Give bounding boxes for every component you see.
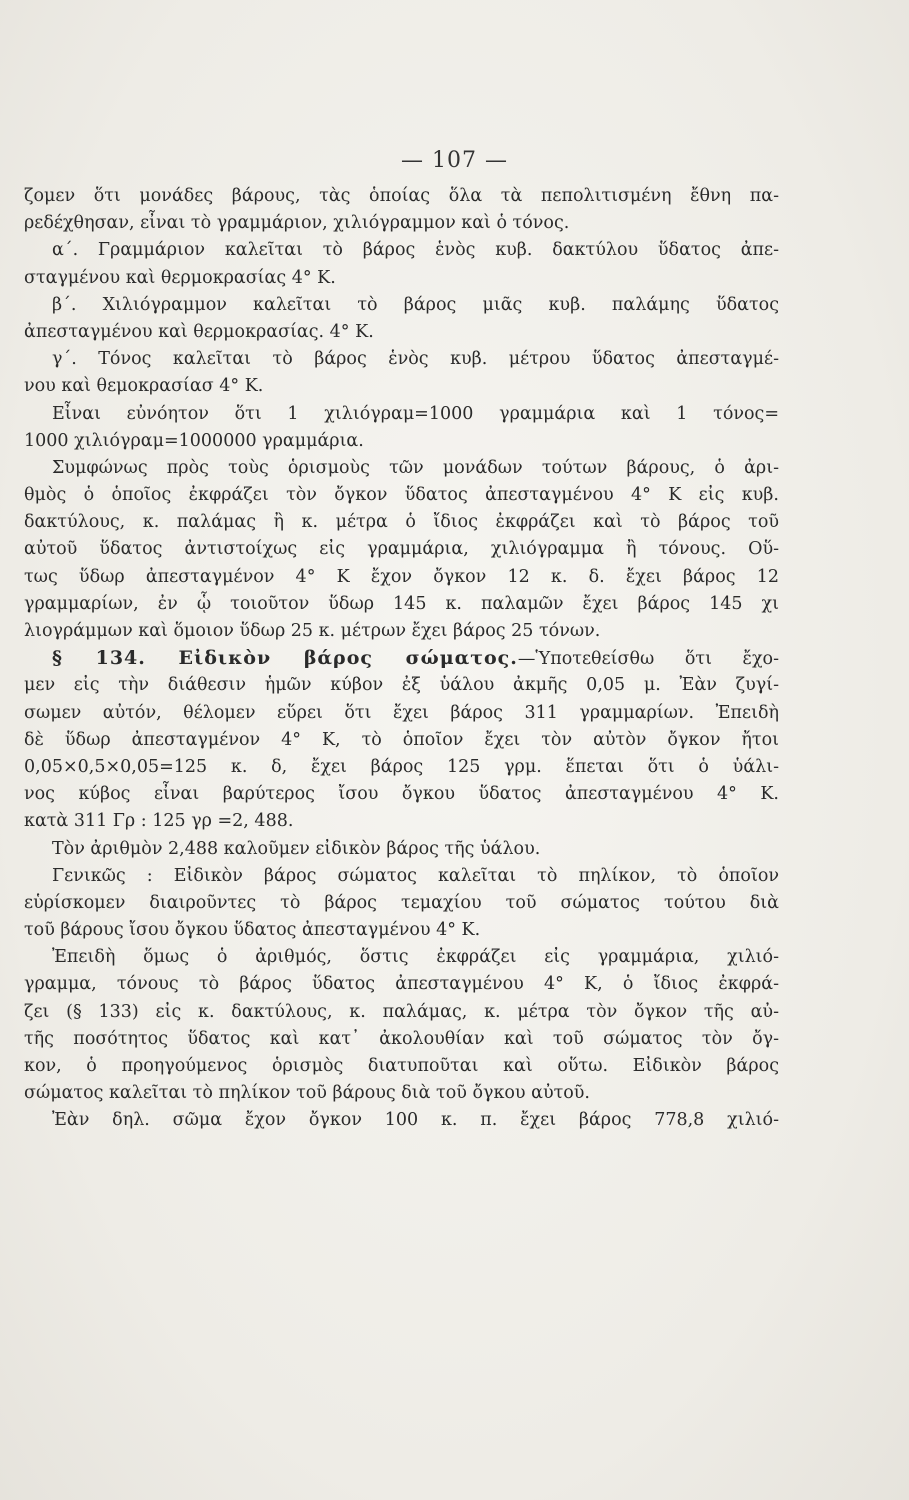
- text-line: εὑρίσκομεν διαιροῦντες τὸ βάρος τεμαχίου τοῦ σώματος τούτου διὰ: [24, 892, 779, 913]
- text-line: ζει (§ 133) εἰς κ. δακτύλους, κ. παλάμας, κ. μέτρα τὸν ὄγκον τῆς αὐ-: [24, 1001, 779, 1022]
- text-line: α΄. Γραμμάριον καλεῖται τὸ βάρος ἑνὸς κυβ. δακτύλου ὕδατος ἀπε-: [52, 240, 779, 261]
- text-line: ρεδέχθησαν, εἶναι τὸ γραμμάριον, χιλιόγραμμον καὶ ὁ τόνος.: [24, 213, 570, 234]
- text-line: γ΄. Τόνος καλεῖται τὸ βάρος ἑνὸς κυβ. μέτρου ὕδατος ἀπεσταγμέ-: [52, 349, 779, 370]
- page-number: — 107 —: [401, 148, 508, 173]
- text-line: τως ὕδωρ ἀπεσταγμένον 4° Κ ἔχον ὄγκον 12 κ. δ. ἔχει βάρος 12: [24, 566, 779, 587]
- text-line: 1000 χιλιόγραμ=1000000 γραμμάρια.: [24, 430, 364, 451]
- text-line: σωμεν αὐτόν, θέλομεν εὕρει ὅτι ἔχει βάρος 311 γραμμαρίων. Ἐπειδὴ: [24, 702, 779, 723]
- text-line: δὲ ὕδωρ ἀπεσταγμένον 4° Κ, τὸ ὁποῖον ἔχει τὸν αὐτὸν ὄγκον ἤτοι: [24, 729, 779, 750]
- text-line: θμὸς ὁ ὁποῖος ἐκφράζει τὸν ὄγκον ὕδατος ἀπεσταγμένου 4° Κ εἰς κυβ.: [24, 485, 779, 506]
- text-line: Εἶναι εὐνόητον ὅτι 1 χιλιόγραμ=1000 γραμμάρια καὶ 1 τόνος=: [52, 403, 779, 424]
- text-line: σταγμένου καὶ θερμοκρασίας 4° Κ.: [24, 267, 336, 288]
- text-line: 0,05×0,5×0,05=125 κ. δ, ἔχει βάρος 125 γρμ. ἕπεται ὅτι ὁ ὑάλι-: [24, 756, 779, 777]
- section-heading: § 134. Εἰδικὸν βάρος σώματος.: [52, 647, 518, 670]
- text-line: Τὸν ἀριθμὸν 2,488 καλοῦμεν εἰδικὸν βάρος τῆς ὑάλου.: [52, 838, 541, 859]
- text-line: Ἐπειδὴ ὅμως ὁ ἀριθμός, ὅστις ἐκφράζει εἰς γραμμάρια, χιλιό-: [52, 947, 779, 968]
- text-line: νος κύβος εἶναι βαρύτερος ἴσου ὄγκου ὕδατος ἀπεσταγμένου 4° Κ.: [24, 784, 779, 805]
- section-heading-line: [24, 645, 779, 672]
- text-line: ἀπεσταγμένου καὶ θερμοκρασίας. 4° Κ.: [24, 321, 374, 342]
- text-line: β΄. Χιλιόγραμμον καλεῖται τὸ βάρος μιᾶς κυβ. παλάμης ὕδατος: [52, 294, 779, 315]
- text-line: τοῦ βάρους ἴσου ὄγκου ὕδατος ἀπεσταγμένου 4° Κ.: [24, 920, 481, 941]
- text-line: κον, ὁ προηγούμενος ὁρισμὸς διατυποῦται καὶ οὕτω. Εἰδικὸν βάρος: [24, 1056, 779, 1076]
- text-line: γραμμαρίων, ἐν ᾧ τοιοῦτον ὕδωρ 145 κ. παλαμῶν ἔχει βάρος 145 χι: [24, 593, 779, 614]
- section-heading-rest: —Ὑποτεθείσθω ὅτι ἔχο-: [517, 649, 779, 670]
- text-line: κατὰ 311 Γρ : 125 γρ =2, 488.: [24, 811, 294, 832]
- text-line: Συμφώνως πρὸς τοὺς ὁρισμοὺς τῶν μονάδων τούτων βάρους, ὁ ἀρι-: [52, 457, 779, 478]
- text-line: ζομεν ὅτι μονάδες βάρους, τὰς ὁποίας ὅλα τὰ πεπολιτισμένη ἔθνη πα-: [24, 186, 779, 206]
- text-line: σώματος καλεῖται τὸ πηλίκον τοῦ βάρους διὰ τοῦ ὄγκου αὐτοῦ.: [24, 1083, 590, 1104]
- text-line: γραμμα, τόνους τὸ βάρος ὕδατος ἀπεσταγμένου 4° Κ, ὁ ἴδιος ἐκφρά-: [24, 974, 779, 995]
- text-line: τῆς ποσότητος ὕδατος καὶ κατ᾽ ἀκολουθίαν καὶ τοῦ σώματος τὸν ὄγ-: [24, 1028, 779, 1049]
- text-line: Ἐὰν δηλ. σῶμα ἔχον ὄγκον 100 κ. π. ἔχει βάρος 778,8 χιλιό-: [52, 1110, 779, 1131]
- text-line: αὐτοῦ ὕδατος ἀντιστοίχως εἰς γραμμάρια, χιλιόγραμμα ἢ τόνους. Οὕ-: [24, 539, 779, 560]
- text-line: Γενικῶς : Εἰδικὸν βάρος σώματος καλεῖται τὸ πηλίκον, τὸ ὁποῖον: [52, 865, 779, 886]
- body-text: [24, 183, 779, 1135]
- text-line: λιογράμμων καὶ ὅμοιον ὕδωρ 25 κ. μέτρων ἔχει βάρος 25 τόνων.: [24, 621, 601, 641]
- text-line: μεν εἰς τὴν διάθεσιν ἡμῶν κύβον ἐξ ὑάλου ἀκμῆς 0,05 μ. Ἐὰν ζυγί-: [24, 675, 779, 696]
- text-line: νου καὶ θεμοκρασίασ 4° Κ.: [24, 376, 264, 397]
- text-line: δακτύλους, κ. παλάμας ἢ κ. μέτρα ὁ ἴδιος ἐκφράζει καὶ τὸ βάρος τοῦ: [24, 512, 779, 533]
